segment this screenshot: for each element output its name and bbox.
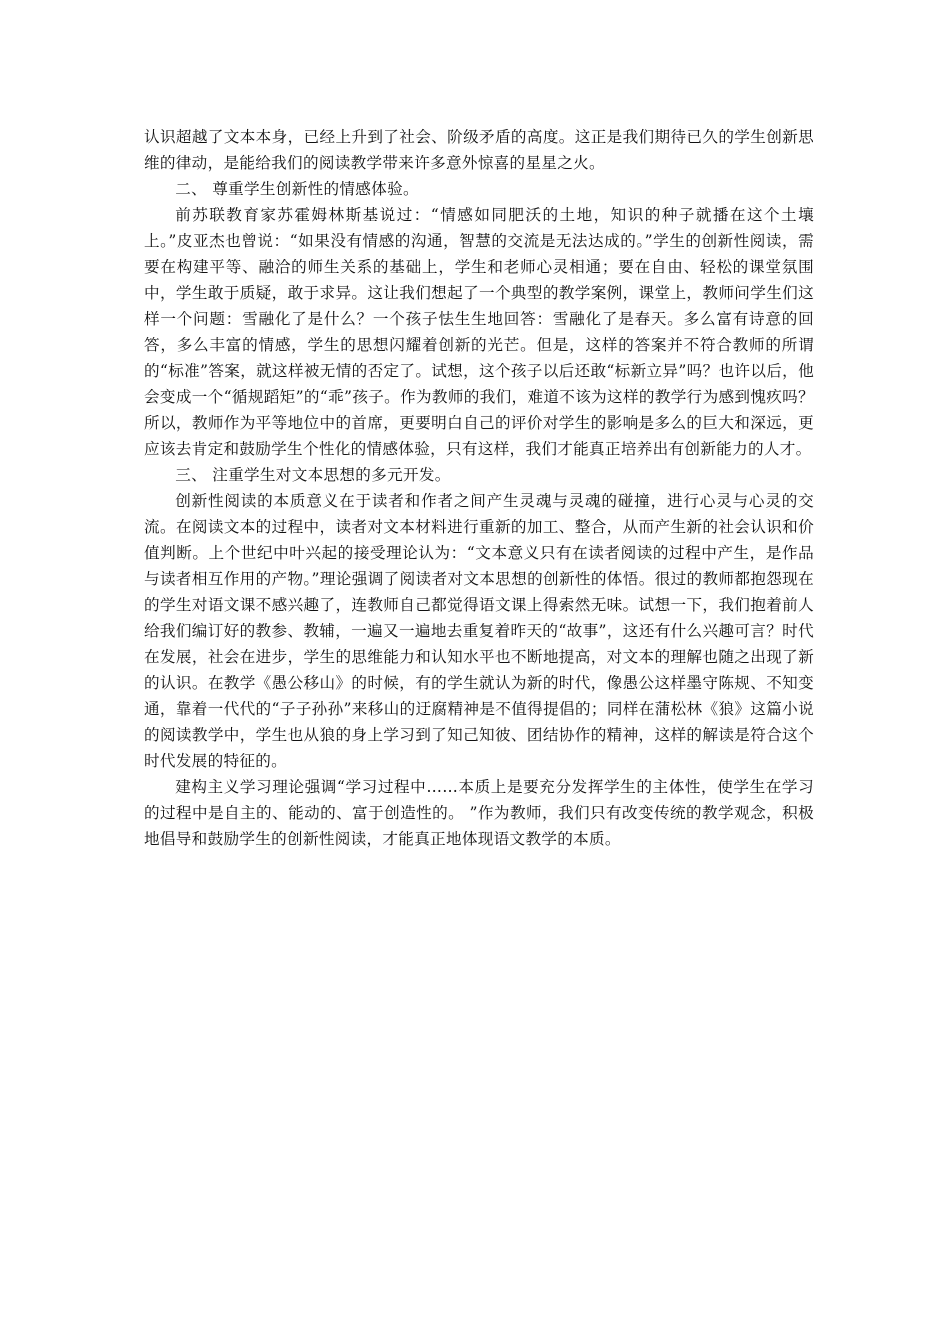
- document-body: [144, 124, 814, 852]
- section-heading-3: 三、 注重学生对文本思想的多元开发。: [175, 466, 451, 484]
- paragraph-multiple-interpretation: 创新性阅读的本质意义在于读者和作者之间产生灵魂与灵魂的碰撞，进行心灵与心灵的交流。在阅读文本的过程中，读者对文本材料进行重新的加工、整合，从而产生新的社会认识和价值判断。上个世纪中叶兴起的接受理论认为：“文本意义只有在读者阅读的过程中产生，是作品与读者相互作用的产物。”理论强调了阅读者对文本思想的创新性的体悟。很过的教师都抱怨现在的学生对语文课不感兴趣了，连教师自己都觉得语文课上得索然无味。试想一下，我们抱着前人给我们编订好的教参、教辅，一遍又一遍地去重复着昨天的“故事”，这还有什么兴趣可言？时代在发展，社会在进步，学生的思维能力和认知水平也不断地提高，对文本的理解也随之出现了新的认识。在教学《愚公移山》的时候，有的学生就认为新的时代，像愚公这样墨守陈规、不知变通，靠着一代代的“子子孙孙”来移山的迂腐精神是不值得提倡的；同样在蒲松林《狼》这篇小说的阅读教学中，学生也从狼的身上学习到了知己知彼、团结协作的精神，这样的解读是符合这个时代发展的特征的。: [144, 492, 814, 770]
- section-heading-2: 二、 尊重学生创新性的情感体验。: [175, 180, 419, 198]
- paragraph-continuation: 认识超越了文本本身，已经上升到了社会、阶级矛盾的高度。这正是我们期待已久的学生创新思维的律动，是能给我们的阅读教学带来许多意外惊喜的星星之火。: [144, 128, 814, 172]
- paragraph-emotional-experience: 前苏联教育家苏霍姆林斯基说过：“情感如同肥沃的土地，知识的种子就播在这个土壤上。”皮亚杰也曾说：“如果没有情感的沟通，智慧的交流是无法达成的。”学生的创新性阅读，需要在构建平等、融洽的师生关系的基础上，学生和老师心灵相通；要在自由、轻松的课堂氛围中，学生敢于质疑，敢于求异。这让我们想起了一个典型的教学案例，课堂上，教师问学生们这样一个问题：雪融化了是什么？一个孩子怯生生地回答：雪融化了是春天。多么富有诗意的回答，多么丰富的情感，学生的思想闪耀着创新的光芒。但是，这样的答案并不符合教师的所谓的“标准”答案，就这样被无情的否定了。试想，这个孩子以后还敢“标新立异”吗？也许以后，他会变成一个“循规蹈矩”的“乖”孩子。作为教师的我们，难道不该为这样的教学行为感到愧疚吗？所以，教师作为平等地位中的首席，更要明白自己的评价对学生的影响是多么的巨大和深远，更应该去肯定和鼓励学生个性化的情感体验，只有这样，我们才能真正培养出有创新能力的人才。: [144, 206, 814, 458]
- paragraph-conclusion: 建构主义学习理论强调“学习过程中……本质上是要充分发挥学生的主体性，使学生在学习的过程中是自主的、能动的、富于创造性的。 ”作为教师，我们只有改变传统的教学观念，积极地倡导和鼓励学生的创新性阅读，才能真正地体现语文教学的本质。: [144, 778, 814, 848]
